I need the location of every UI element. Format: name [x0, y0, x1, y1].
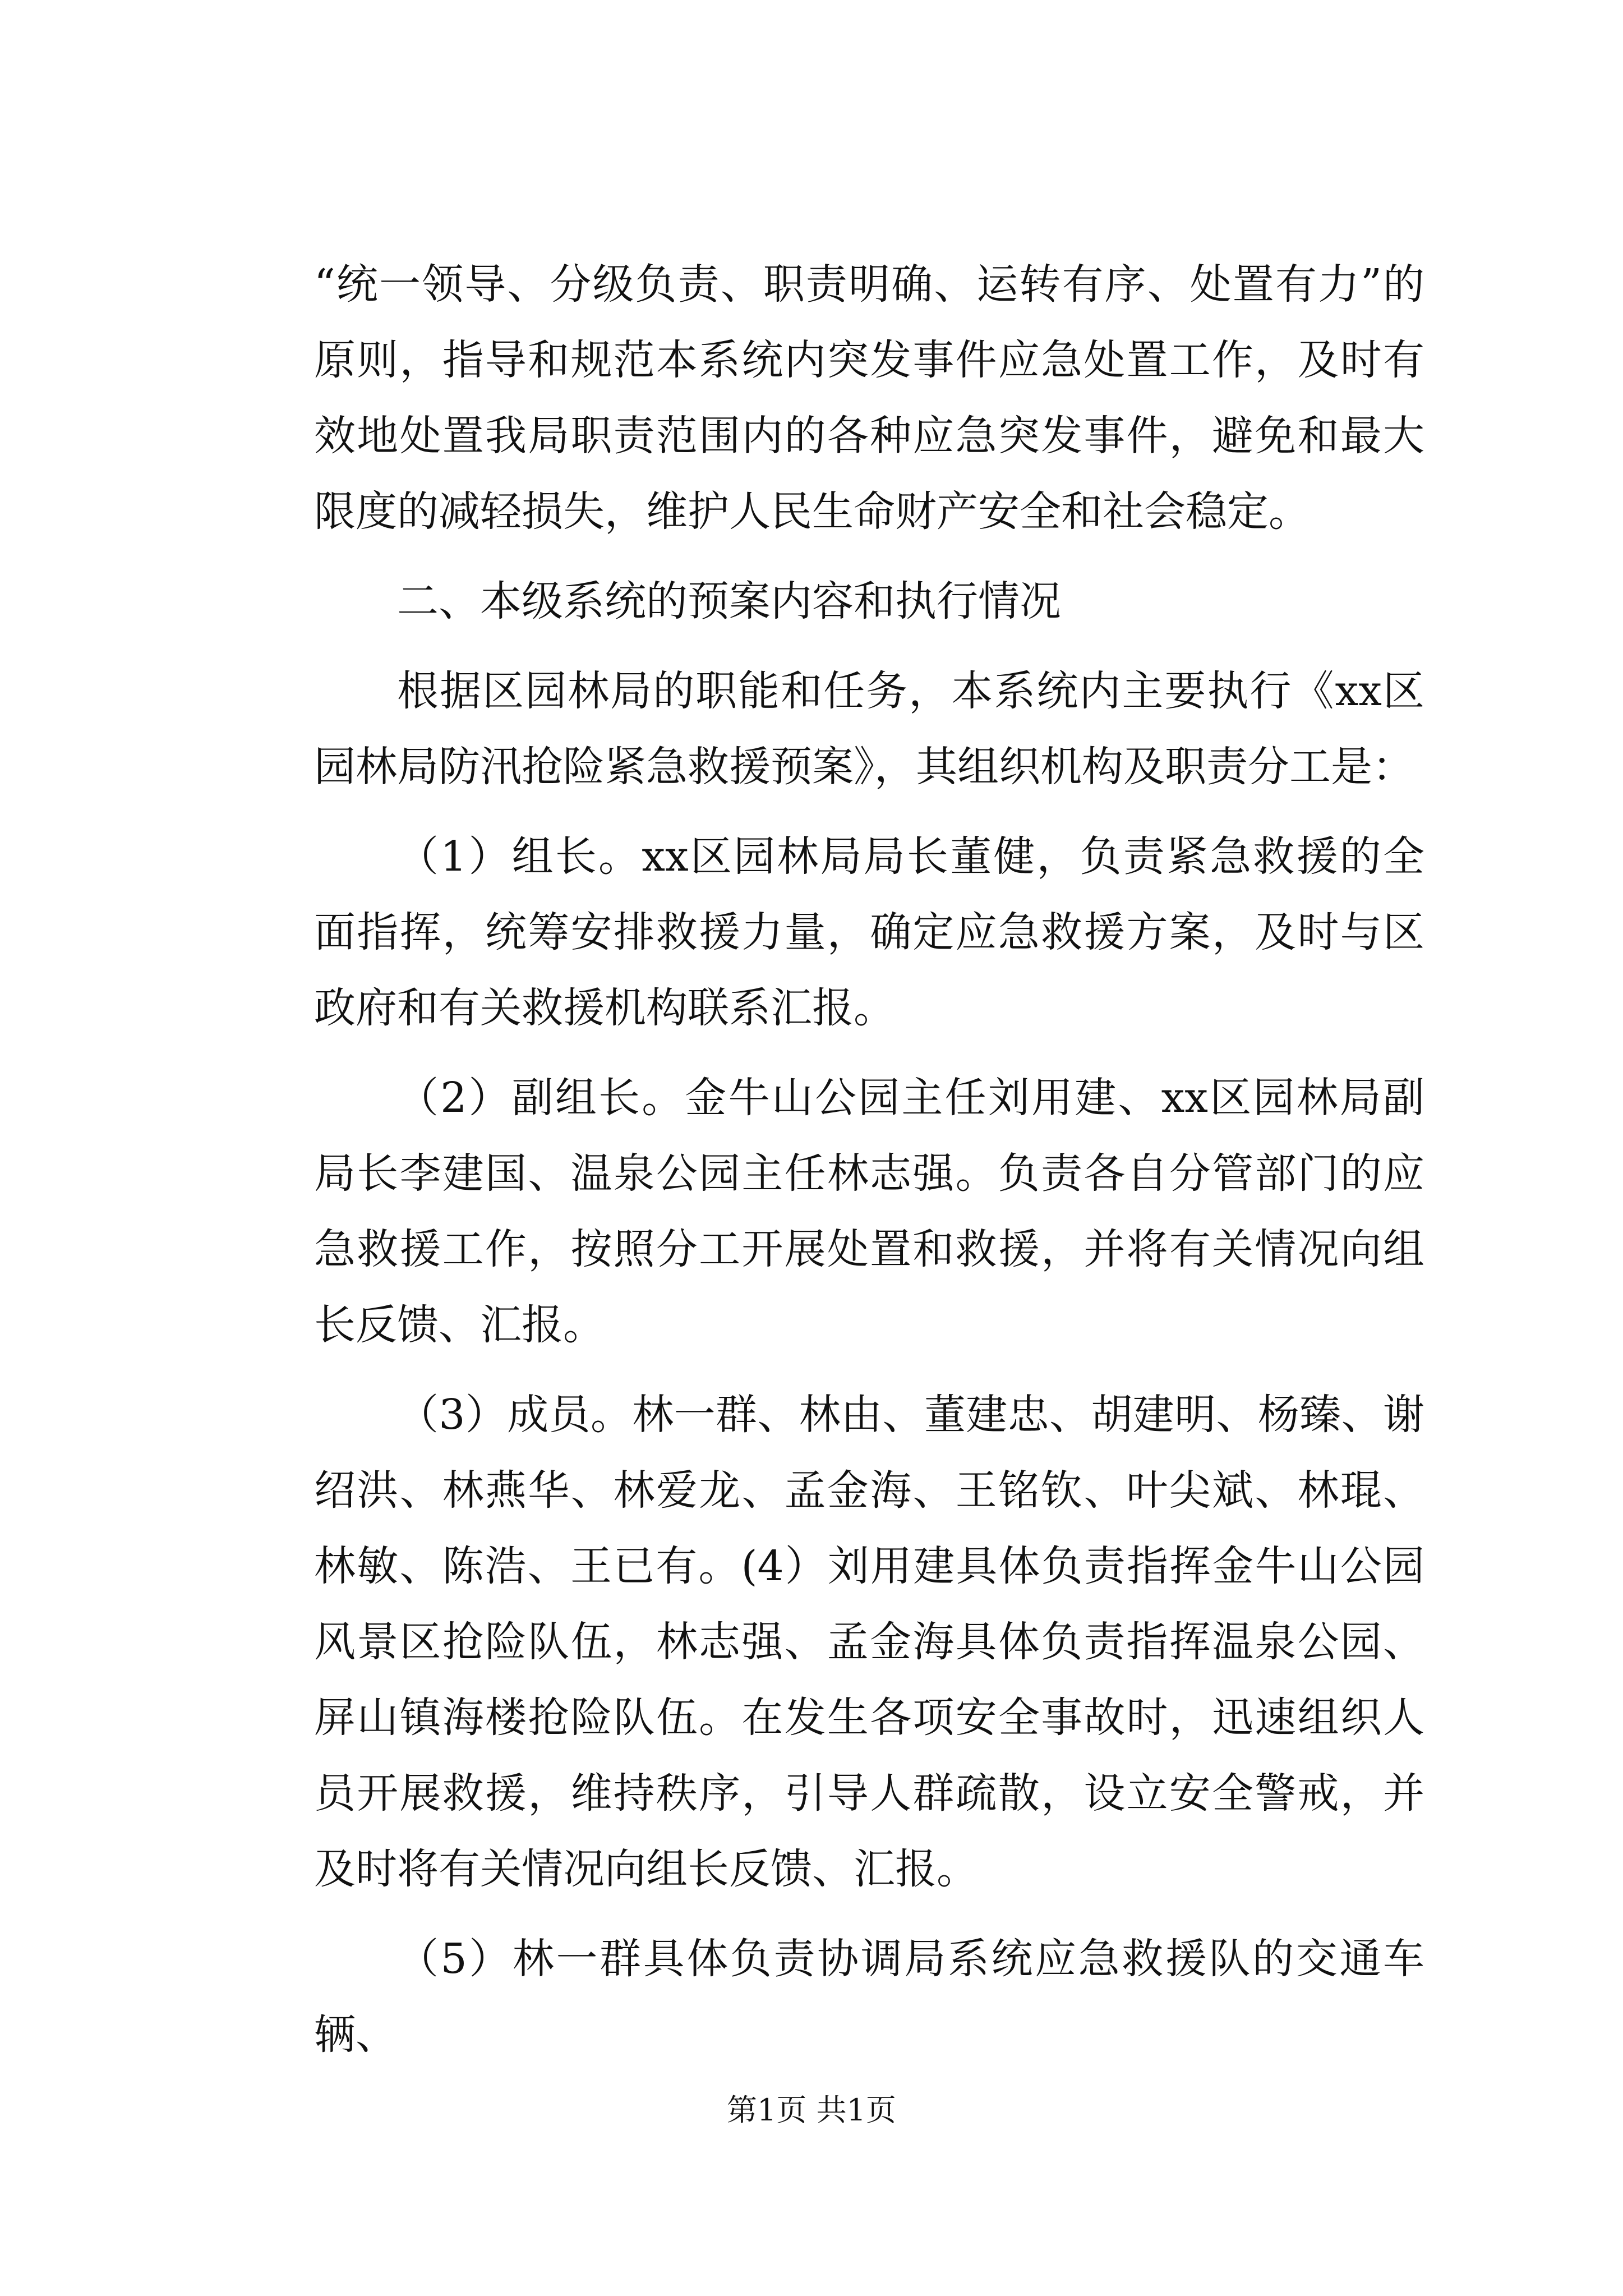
- paragraph-principles: “统一领导、分级负责、职责明确、运转有序、处置有力”的原则，指导和规范本系统内突发事件应急处置工作，及时有效地处置我局职责范围内的各种应急突发事件，避免和最大限度的减轻损失，维护人民生命财产安全和社会稳定。: [314, 260, 1424, 536]
- section-heading-2: 二、本级系统的预案内容和执行情况: [397, 577, 1061, 625]
- page-footer: [0, 2088, 1623, 2133]
- paragraph-item-3: （3）成员。林一群、林由、董建忠、胡建明、杨臻、谢绍洪、林燕华、林爱龙、孟金海、王铭钦、叶尖斌、林琨、林敏、陈浩、王已有。(4）刘用建具体负责指挥金牛山公园风景区抢险队伍，林志强、孟金海具体负责指挥温泉公园、屏山镇海楼抢险队伍。在发生各项安全事故时，迅速组织人员开展救援，维持秩序，引导人群疏散，设立安全警戒，并及时将有关情况向组长反馈、汇报。: [314, 1391, 1424, 1893]
- paragraph-plan-intro: 根据区园林局的职能和任务，本系统内主要执行《xx区园林局防汛抢险紧急救援预案》，其组织机构及职责分工是：: [314, 667, 1424, 791]
- paragraph-item-2: （2）副组长。金牛山公园主任刘用建、xx区园林局副局长李建国、温泉公园主任林志强。负责各自分管部门的应急救援工作，按照分工开展处置和救援，并将有关情况向组长反馈、汇报。: [314, 1074, 1424, 1349]
- document-body: [314, 247, 1424, 2087]
- paragraph-item-5: （5）林一群具体负责协调局系统应急救援队的交通车辆、: [314, 1935, 1424, 2059]
- page-number-label: 第1页 共1页: [727, 2092, 896, 2128]
- paragraph-item-1: （1）组长。xx区园林局局长董健，负责紧急救援的全面指挥，统筹安排救援力量，确定应急救援方案，及时与区政府和有关救援机构联系汇报。: [314, 832, 1424, 1032]
